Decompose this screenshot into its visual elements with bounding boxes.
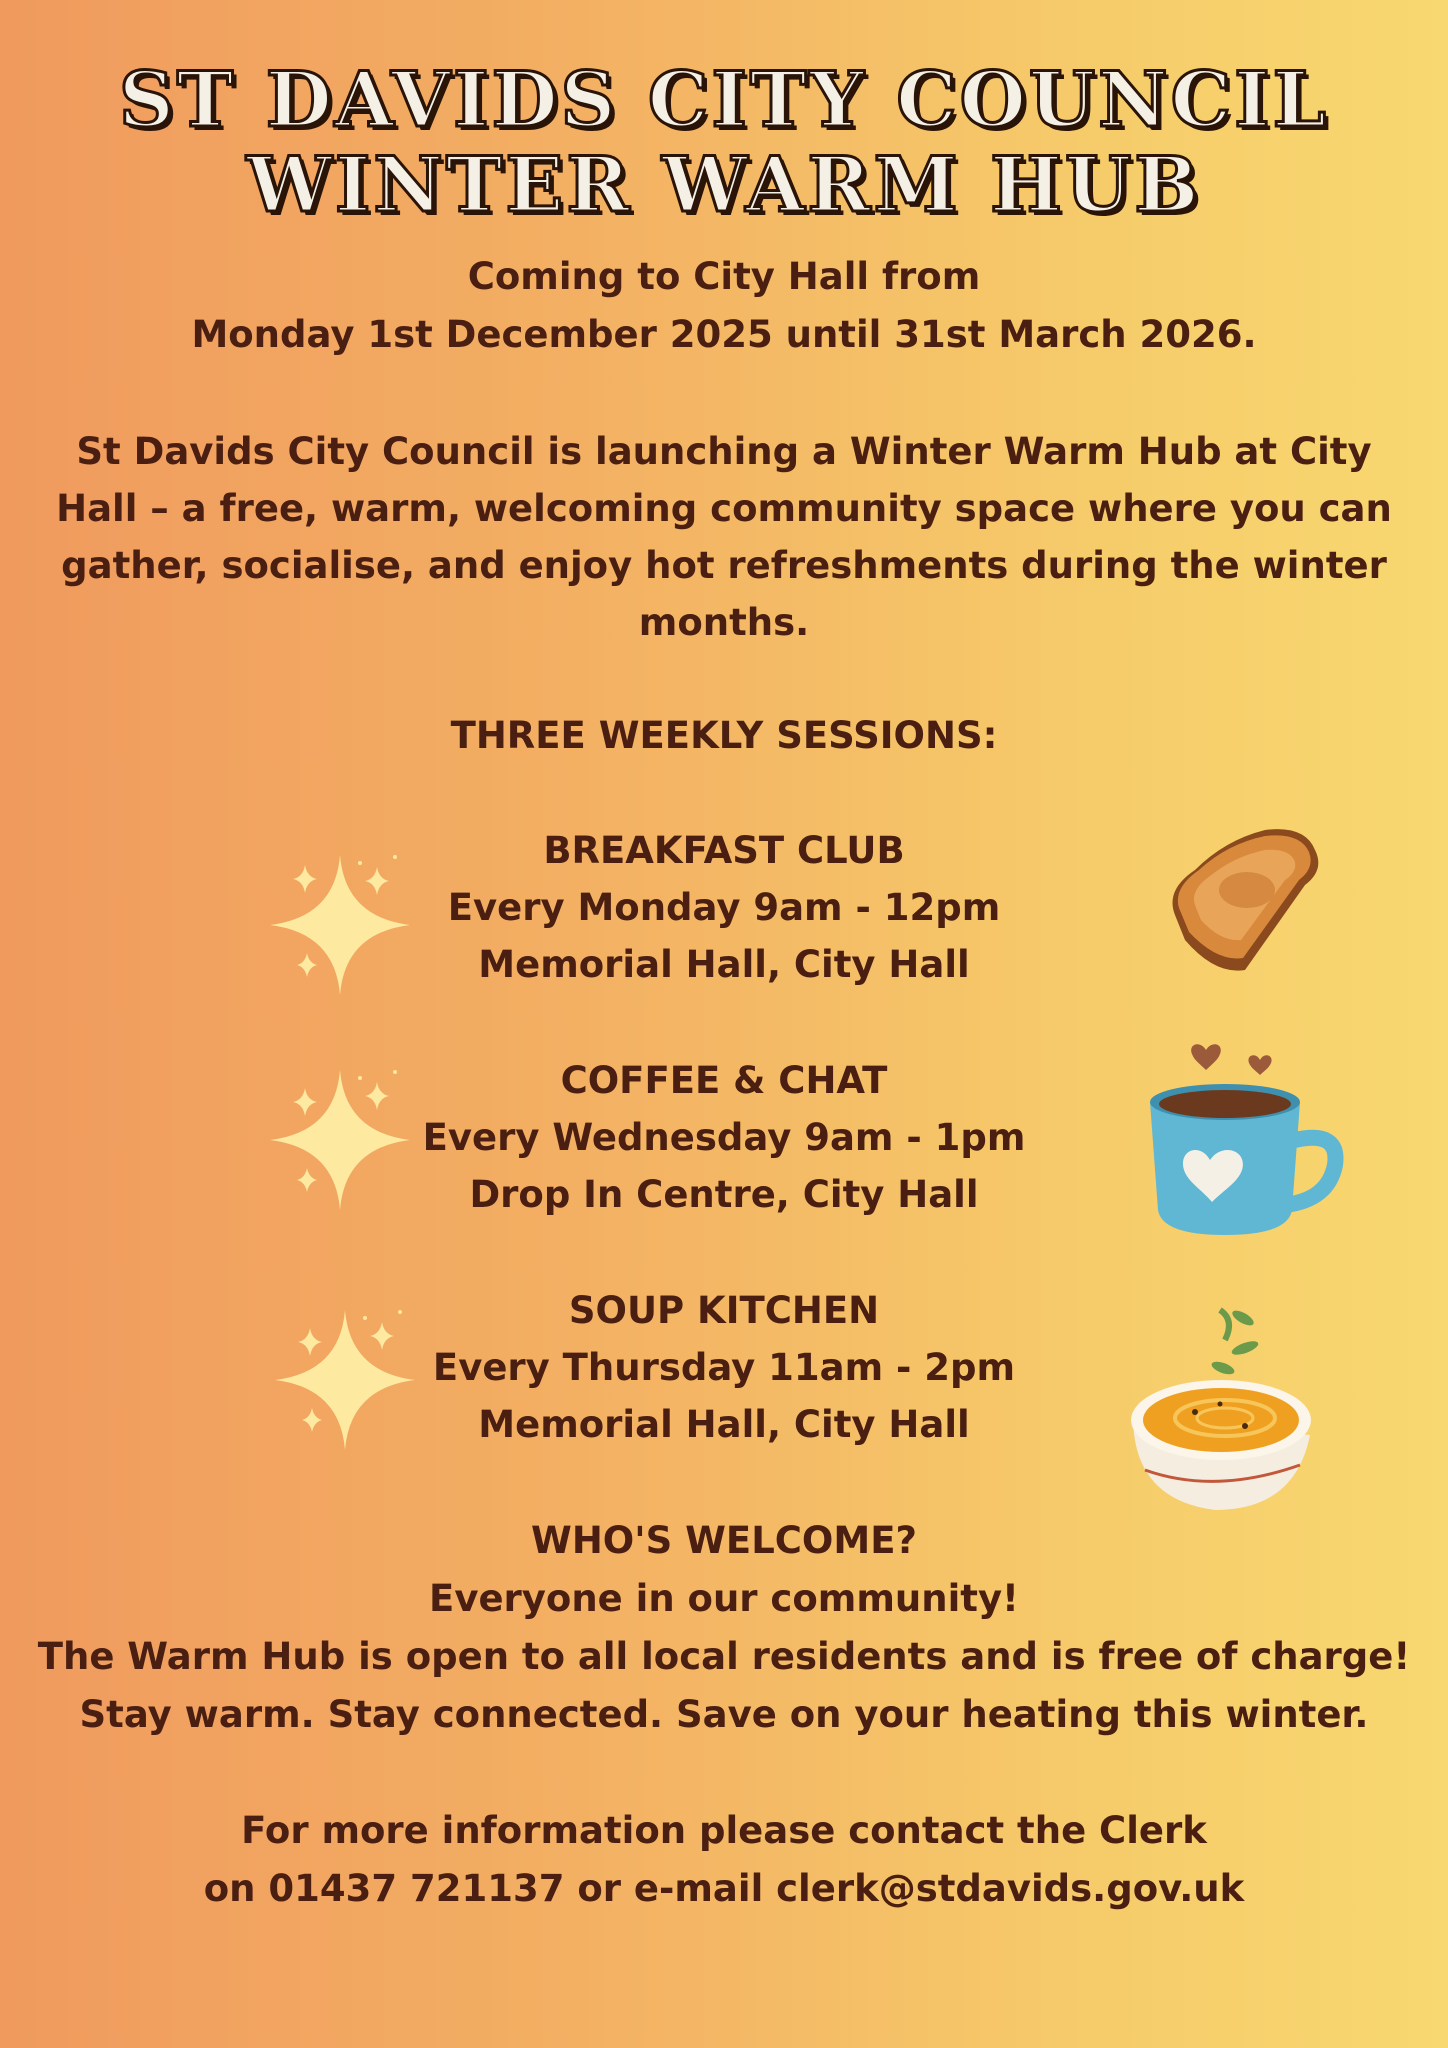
session-time: Every Monday 9am - 12pm xyxy=(447,886,1001,929)
sessions-heading: THREE WEEKLY SESSIONS: xyxy=(450,714,998,757)
title-line-2: WINTER WARM HUB xyxy=(246,140,1202,229)
intro-paragraph: St Davids City Council is launching a Winter Warm Hub at City Hall – a free, warm, welcoming community space where you can gather, socialise, and enjoy hot refreshments during the winter months. xyxy=(56,430,1392,644)
sparkle-icon xyxy=(270,1300,420,1460)
contact-line-2: on 01437 721137 or e-mail clerk@stdavids.gov.uk xyxy=(203,1867,1245,1910)
welcome-line-3: Stay warm. Stay connected. Save on your heating this winter. xyxy=(79,1693,1369,1736)
welcome-line-1: Everyone in our community! xyxy=(429,1577,1019,1620)
session-location: Drop In Centre, City Hall xyxy=(469,1173,979,1216)
title-line-1: ST DAVIDS CITY COUNCIL xyxy=(118,55,1330,144)
welcome-heading: WHO'S WELCOME? xyxy=(531,1519,917,1562)
coffee-mug-icon xyxy=(1140,1030,1350,1240)
session-location: Memorial Hall, City Hall xyxy=(478,1403,970,1446)
sparkle-icon xyxy=(265,845,415,1005)
session-name: COFFEE & CHAT xyxy=(560,1059,888,1102)
contact-line-1: For more information please contact the Clerk xyxy=(241,1809,1207,1852)
session-name: BREAKFAST CLUB xyxy=(543,829,905,872)
toast-icon xyxy=(1155,820,1335,980)
session-time: Every Wednesday 9am - 1pm xyxy=(422,1116,1026,1159)
session-location: Memorial Hall, City Hall xyxy=(478,943,970,986)
session-name: SOUP KITCHEN xyxy=(568,1289,880,1332)
welcome-line-2: The Warm Hub is open to all local residents and is free of charge! xyxy=(37,1635,1411,1678)
sparkle-icon xyxy=(265,1060,415,1220)
session-time: Every Thursday 11am - 2pm xyxy=(432,1346,1016,1389)
intro-line-1: Coming to City Hall from xyxy=(467,255,981,298)
intro-line-2: Monday 1st December 2025 until 31st March 2026. xyxy=(191,313,1257,356)
soup-bowl-icon xyxy=(1125,1300,1325,1520)
